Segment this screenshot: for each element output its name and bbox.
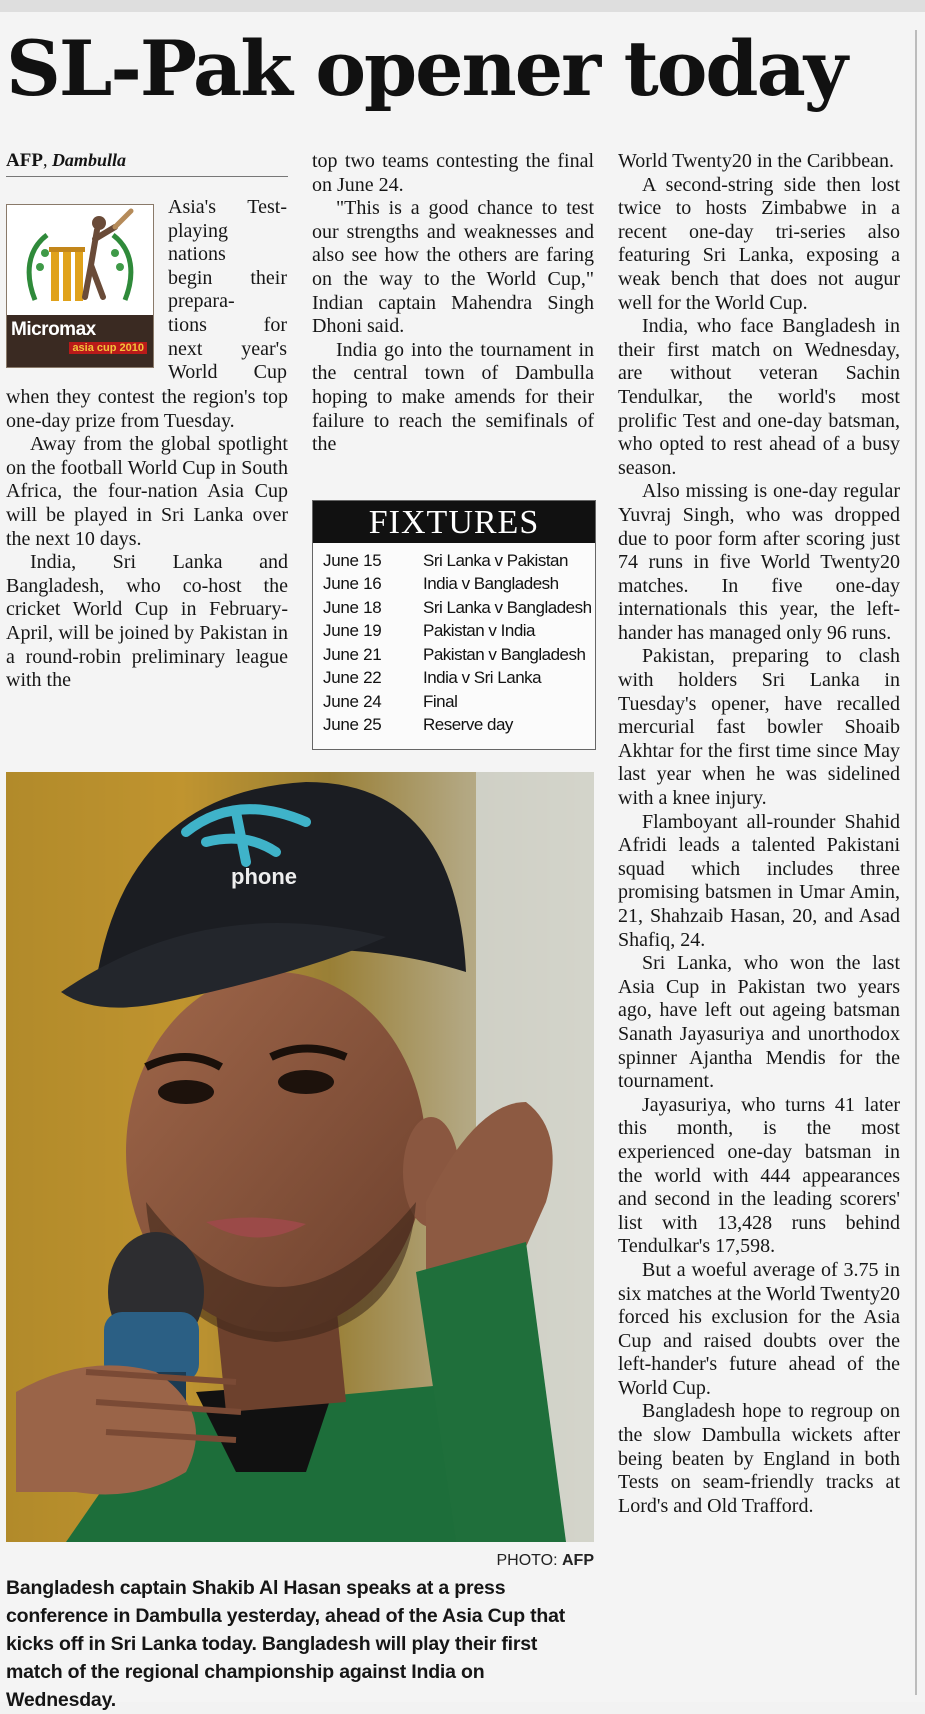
fixtures-box bbox=[312, 500, 596, 750]
wrapped-line: Asia's Test- bbox=[168, 196, 287, 218]
fixture-match: Final bbox=[423, 691, 458, 711]
press-conference-photo bbox=[6, 772, 594, 1542]
wrapped-line: prepara- bbox=[168, 290, 235, 313]
wrapped-line: nations bbox=[168, 243, 226, 266]
fixture-match: Reserve day bbox=[423, 715, 513, 735]
paragraph: India go into the tournament in the central town of Dambulla hoping to make amends for their failure to reach the semifinals of the bbox=[312, 338, 594, 456]
fixture-date: June 19 bbox=[323, 621, 382, 641]
fixture-row bbox=[313, 549, 595, 573]
photo-credit-source: AFP bbox=[562, 1552, 594, 1569]
wrapped-line: playing bbox=[168, 219, 228, 242]
column-3 bbox=[618, 150, 900, 1518]
page-edge-rule bbox=[915, 30, 917, 1695]
photo-credit-label: PHOTO: bbox=[496, 1552, 558, 1569]
fixture-row bbox=[313, 596, 595, 620]
paragraph: Sri Lanka, who won the last Asia Cup in Pakistan two years ago, have left out ageing batsman Sanath Jayasuriya and unorthodox spinner Ajantha Mendis for the tournament. bbox=[618, 952, 900, 1093]
logo-brand: Micromax bbox=[11, 319, 96, 340]
headline: SL-Pak opener today bbox=[6, 24, 846, 113]
fixture-match: Pakistan v Bangladesh bbox=[423, 644, 586, 664]
wrapped-line: begin their bbox=[168, 266, 287, 289]
wrapped-line: tions for bbox=[168, 313, 287, 336]
fixture-match: India v Sri Lanka bbox=[423, 668, 542, 688]
paragraph: top two teams contesting the final on June 24. bbox=[312, 150, 594, 196]
paragraph: Away from the global spotlight on the football World Cup in South Africa, the four-nation Asia Cup will be played in Sri Lanka over the next 10 days. bbox=[6, 433, 288, 550]
byline: AFP, Dambulla bbox=[6, 150, 288, 177]
fixture-match: Pakistan v India bbox=[423, 621, 536, 641]
cricket-trophy-icon bbox=[7, 205, 153, 317]
wrapped-line: World Cup bbox=[168, 361, 287, 384]
fixtures-list bbox=[313, 543, 595, 737]
paragraph: India, Sri Lanka and Bangladesh, who co-host the cricket World Cup in February-April, will be joined by Pakistan in a round-robin preliminary league with the bbox=[6, 551, 288, 692]
fixture-date: June 22 bbox=[323, 668, 382, 688]
fixture-date: June 25 bbox=[323, 715, 382, 735]
fixture-row bbox=[313, 690, 595, 714]
paragraph: India, who face Bangladesh in their first match on Wednesday, are without veteran Sachin Tendulkar, the world's most prolific Test and one-day batsman, who opted to rest ahead of a busy season. bbox=[618, 315, 900, 479]
column-1 bbox=[6, 386, 288, 693]
fixture-date: June 24 bbox=[323, 691, 382, 711]
fixture-row bbox=[313, 714, 595, 738]
asia-cup-logo bbox=[6, 204, 154, 368]
paragraph: But a woeful average of 3.75 in six matches at the World Twenty20 forced his exclusion for the Asia Cup and raised doubts over the left-hander's future ahead of the World Cup. bbox=[618, 1258, 900, 1399]
paragraph: A second-string side then lost twice to hosts Zimbabwe in a recent one-day tri-series also featuring Sri Lanka, exposing a weak bench that does not augur well for the World Cup. bbox=[618, 173, 900, 314]
player-portrait-illustration bbox=[6, 772, 594, 1542]
photo-credit bbox=[6, 1552, 594, 1570]
fixture-date: June 16 bbox=[323, 574, 382, 594]
paragraph: Jayasuriya, who turns 41 later this month, is the most experienced one-day batsman in the world with 444 appearances and second in the leading scorers' list with 13,428 runs behind Tendulkar's 17,598. bbox=[618, 1093, 900, 1258]
cap-text: phone bbox=[231, 864, 297, 889]
fixture-date: June 15 bbox=[323, 550, 382, 570]
fixture-date: June 18 bbox=[323, 597, 382, 617]
paragraph: Bangladesh hope to regroup on the slow Dambulla wickets after being beaten by England in both Tests on seam-friendly tracks at Lord's and Old Trafford. bbox=[618, 1400, 900, 1517]
byline-place: Dambulla bbox=[51, 150, 126, 170]
column-2 bbox=[312, 150, 594, 457]
paragraph: when they contest the region's top one-day prize from Tuesday. bbox=[6, 386, 288, 432]
fixture-match: India v Bangladesh bbox=[423, 574, 559, 594]
paragraph: Flamboyant all-rounder Shahid Afridi leads a talented Pakistani squad which includes three promising batsmen in Umar Amin, 21, Shahzaib Hasan, 20, and Asad Shafiq, 24. bbox=[618, 810, 900, 951]
fixture-row bbox=[313, 643, 595, 667]
fixture-match: Sri Lanka v Bangladesh bbox=[423, 597, 592, 617]
column-1-wrap bbox=[168, 196, 287, 385]
fixtures-title: FIXTURES bbox=[313, 501, 595, 543]
paragraph: Pakistan, preparing to clash with holders Sri Lanka in Tuesday's opener, have recalled mercurial fast bowler Shoaib Akhtar for the first time since May last year when he was sidelined with a knee injury. bbox=[618, 645, 900, 810]
paragraph: "This is a good chance to test our strengths and weaknesses and also see how the others are faring on the way to the World Cup," Indian captain Mahendra Singh Dhoni said. bbox=[312, 197, 594, 338]
fixture-date: June 21 bbox=[323, 644, 382, 664]
logo-event: asia cup 2010 bbox=[69, 342, 147, 354]
fixture-row bbox=[313, 573, 595, 597]
byline-agency: AFP bbox=[6, 150, 43, 171]
fixture-row bbox=[313, 620, 595, 644]
photo-caption: Bangladesh captain Shakib Al Hasan speaks at a press conference in Dambulla yesterday, ahead of the Asia Cup that kicks off in Sri Lanka today. Bangladesh will play their first match of the regional championship against India on Wednesday. bbox=[6, 1577, 566, 1711]
fixture-match: Sri Lanka v Pakistan bbox=[423, 550, 568, 570]
logo-banner bbox=[7, 315, 153, 367]
wrapped-line: next year's bbox=[168, 337, 287, 360]
paragraph: World Twenty20 in the Caribbean. bbox=[618, 150, 895, 172]
paragraph: Also missing is one-day regular Yuvraj Singh, who was dropped due to poor form after scoring just 74 runs in five World Twenty20 matches. In five one-day internationals this year, the left-hander has managed only 96 runs. bbox=[618, 480, 900, 644]
fixture-row bbox=[313, 667, 595, 691]
